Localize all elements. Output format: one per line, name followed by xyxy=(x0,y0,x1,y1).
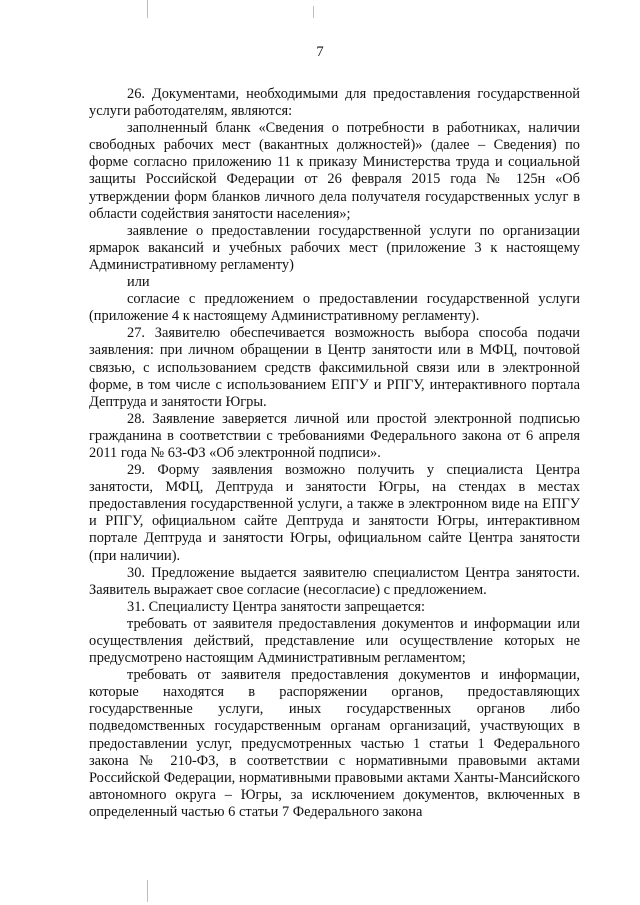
scan-artifact-top-left xyxy=(147,0,148,18)
paragraph-31: 31. Специалисту Центра занятости запрещается: xyxy=(127,598,425,615)
paragraph-29: 29. Форму заявления возможно получить у специалиста Центра занятости, МФЦ, Дептруда и занятости Югры, на стендах в местах предоставления государственной услуги, а также в электронном виде на ЕПГУ и РПГУ, официальном сайте Дептруда и занятости Югры, интерактивном портале Дептруда и занятости Югры, официальном сайте Центра занятости (при наличии). xyxy=(89,462,580,564)
paragraph-26: 26. Документами, необходимыми для предоставления государственной услуги работодателям, являются: xyxy=(89,86,580,120)
paragraph-26-or: или xyxy=(127,274,150,291)
paragraph-31-item-2: требовать от заявителя предоставления документов и информации, которые находятся в распоряжении органов, предоставляющих государственные услуги, иных государственных органов либо подведомственных государственным органам организаций, участвующих в предоставлении услуг, предусмотренных частью 1 статьи 1 Федерального закона № 210-ФЗ, в соответствии с нормативными правовыми актами Российской Федерации, нормативными правовыми актами Ханты-Мансийского автономного округа – Югры, за исключением документов, включенных в определенный частью 6 статьи 7 Федерального закона xyxy=(89,667,580,820)
page-number: 7 xyxy=(316,44,324,60)
paragraph-26-item-1: заполненный бланк «Сведения о потребности в работниках, наличии свободных рабочих мест (вакантных должностей)» (далее – Сведения) по форме согласно приложению 11 к приказу Министерства труда и социальной защиты Российской Федерации от 26 февраля 2015 года № 125н «Об утверждении форм бланков личного дела получателя государственных услуг в области содействия занятости населения»; xyxy=(89,120,580,222)
paragraph-27: 27. Заявителю обеспечивается возможность выбора способа подачи заявления: при личном обращении в Центр занятости или в МФЦ, почтовой связью, с использованием средств факсимильной связи или в электронной форме, в том числе с использованием ЕПГУ и РПГУ, интерактивного портала Дептруда и занятости Югры. xyxy=(89,325,580,410)
document-body xyxy=(89,86,580,821)
paragraph-26-item-2: заявление о предоставлении государственной услуги по организации ярмарок вакансий и учебных рабочих мест (приложение 3 к настоящему Административному регламенту) xyxy=(89,222,580,273)
paragraph-31-item-1: требовать от заявителя предоставления документов и информации или осуществления действий, представление или осуществление которых не предусмотрено настоящим Административным регламентом; xyxy=(89,615,580,667)
paragraph-30: 30. Предложение выдается заявителю специалистом Центра занятости. Заявитель выражает свое согласие (несогласие) с предложением. xyxy=(89,564,580,598)
paragraph-28: 28. Заявление заверяется личной или простой электронной подписью гражданина в соответствии с требованиями Федерального закона от 6 апреля 2011 года № 63-ФЗ «Об электронной подписи». xyxy=(89,410,580,461)
scan-artifact-bottom-left xyxy=(147,880,148,902)
scan-artifact-top-right xyxy=(313,6,314,18)
paragraph-26-item-3: согласие с предложением о предоставлении государственной услуги (приложение 4 к настоящему Административному регламенту). xyxy=(89,291,580,325)
